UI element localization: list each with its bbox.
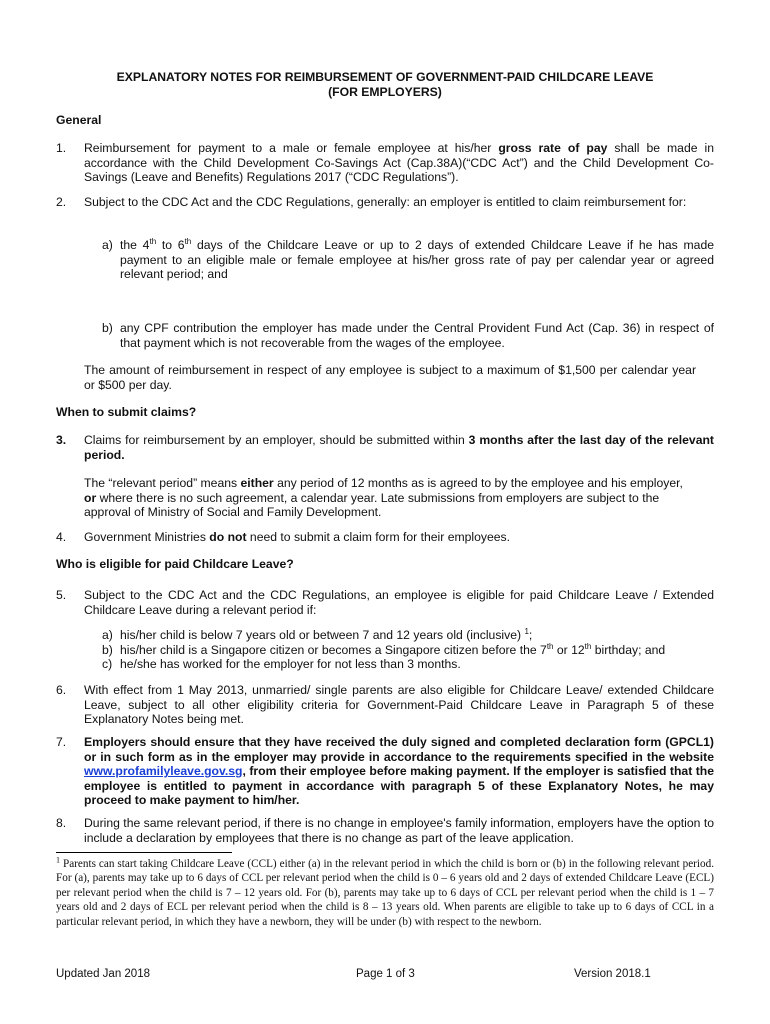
item-2a-text-2: to 6 (156, 238, 185, 252)
footnote-text: Parents can start taking Childcare Leave (CCL) either (a) in the relevant period in which the child is born or (b) in the following relevant period. For (a), parents may take up to 6 days of CCL per relevant period when the child is 0 – 6 years old and 2 days of extended Childcare Leave (ECL) per relevant period when the child is 7 – 12 years old. For (b), parents may take up to 6 days of CCL per relevant period when the child is 1 – 7 years old and 2 days of ECL per relevant period when the child is 8 – 13 years old. When parents are eligible to take up to 6 days of CCL in a particular relevant period, in which they have a newborn, they will be under (b) with respect to the newborn. (56, 858, 714, 928)
or-bold: or (84, 490, 97, 505)
footer-page-number: Page 1 of 3 (356, 968, 415, 980)
paragraph-number-6: 6. (56, 683, 67, 697)
footnote (56, 857, 714, 929)
list-item (102, 643, 714, 658)
paragraph-3-text: Claims for reimbursement by an employer, should be submitted within (84, 433, 469, 447)
superscript: th (546, 641, 554, 651)
paragraph-number-5: 5. (56, 588, 67, 602)
section-heading-when: When to submit claims? (56, 405, 197, 419)
document-title (56, 70, 714, 100)
section-heading-who: Who is eligible for paid Childcare Leave? (56, 557, 294, 571)
paragraph-7 (84, 735, 714, 808)
list-item (102, 657, 714, 672)
paragraph-number-2: 2. (56, 195, 67, 209)
footnote-reference: 1 (524, 626, 529, 636)
superscript: th (584, 641, 592, 651)
list-item-text: his/her child is below 7 years old or between 7 and 12 years old (inclusive) (120, 628, 522, 642)
footnote-mark: 1 (56, 855, 60, 865)
paragraph-number-4: 4. (56, 530, 67, 544)
paragraph-7-text: Employers should ensure that they have received the duly signed and completed declaration form (GPCL1) or in such form as in the employer may provide in accordance to the requirements specified in the website (84, 735, 714, 764)
list-item (102, 628, 714, 643)
list-item-label: a) (102, 628, 113, 642)
paragraph-number-7: 7. (56, 735, 67, 749)
paragraph-3 (84, 433, 714, 462)
superscript: th (184, 236, 192, 246)
eligibility-list (102, 628, 714, 672)
list-item-text: his/her child is a Singapore citizen or becomes a Singapore citizen before the 7 (120, 642, 547, 657)
item-2a-text: the 4 (120, 238, 150, 252)
item-2a-text-3: days of the Childcare Leave or up to 2 days of extended Childcare Leave if he has made payment to an eligible male or female employee at his/her gross rate of pay per calendar year or agreed relevant period; and (120, 238, 715, 282)
paragraph-4-bold: do not (209, 530, 247, 544)
item-2a (120, 238, 714, 282)
paragraph-1 (84, 141, 714, 185)
paragraph-4-text-2: need to submit a claim form for their employees. (246, 530, 511, 544)
list-item-text-3: birthday; and (591, 642, 666, 657)
paragraph-number-1: 1. (56, 141, 67, 155)
paragraph-number-3: 3. (56, 433, 67, 447)
profamilyleave-link[interactable]: www.profamilyleave.gov.sg (84, 764, 243, 779)
footer-version: Version 2018.1 (574, 968, 651, 980)
paragraph-number-8: 8. (56, 816, 67, 830)
footer-updated: Updated Jan 2018 (56, 968, 150, 980)
item-label-2a: a) (102, 238, 113, 252)
list-item-label: b) (102, 642, 113, 657)
item-label-2b: b) (102, 321, 113, 335)
title-line-1: EXPLANATORY NOTES FOR REIMBURSEMENT OF GOVERNMENT-PAID CHILDCARE LEAVE (116, 70, 654, 84)
list-item-text-2: or 12 (553, 642, 585, 657)
either-bold: either (240, 476, 274, 490)
reimbursement-maximum-note: The amount of reimbursement in respect of any employee is subject to a maximum of $1,500 per calendar year or $500 per day. (84, 363, 696, 392)
paragraph-5: Subject to the CDC Act and the CDC Regulations, an employee is eligible for paid Childcare Leave / Extended Childcare Leave during a relevant period if: (84, 588, 714, 617)
paragraph-1-bold: gross rate of pay (498, 141, 608, 155)
footnote-divider (56, 852, 232, 853)
list-item-text: he/she has worked for the employer for not less than 3 months. (120, 657, 461, 672)
section-heading-general: General (56, 113, 102, 127)
item-2b: any CPF contribution the employer has made under the Central Provident Fund Act (Cap. 36) in respect of that payment which is not recoverable from the wages of the employee. (120, 321, 714, 350)
paragraph-3-bold: 3 months after the last day of the relevant period. (84, 433, 714, 462)
list-item-tail: ; (528, 628, 533, 642)
superscript: th (149, 236, 157, 246)
paragraph-4-text: Government Ministries (84, 530, 210, 544)
paragraph-7-text-2: , from their employee before making payment. If the employer is satisfied that the employee is entitled to payment in accordance with paragraph 5 of these Explanatory Notes, he may proceed to make payment to him/her. (84, 764, 714, 808)
relevant-period-text-2: any period of 12 months as is agreed to by the employee and his employer, (273, 476, 683, 490)
title-line-2: (FOR EMPLOYERS) (328, 85, 442, 99)
paragraph-2: Subject to the CDC Act and the CDC Regulations, generally: an employer is entitled to claim reimbursement for: (84, 195, 687, 209)
relevant-period-text: The “relevant period” means (84, 476, 241, 490)
relevant-period-text-3: where there is no such agreement, a calendar year. Late submissions from employers are subject to the approval of Ministry of Social and Family Development. (84, 490, 660, 520)
paragraph-8: During the same relevant period, if there is no change in employee's family information, employers have the option to include a declaration by employees that there is no change as part of the leave application. (84, 816, 714, 845)
paragraph-1-text-2: shall be made in accordance with the Child Development Co-Savings Act (Cap.38A)(“CDC Act”) and the Child Development Co-Savings (Leave and Benefits) Regulations 2017 (“CDC Regulations”). (84, 141, 714, 185)
relevant-period-definition (84, 476, 684, 520)
paragraph-4 (84, 530, 714, 545)
paragraph-1-text: Reimbursement for payment to a male or female employee at his/her (84, 141, 499, 155)
paragraph-6: With effect from 1 May 2013, unmarried/ single parents are also eligible for Childcare Leave/ extended Childcare Leave, subject to all other eligibility criteria for Government-Paid Childcare Leave in Paragraph 5 of these Explanatory Notes being met. (84, 683, 714, 727)
list-item-label: c) (102, 657, 113, 672)
